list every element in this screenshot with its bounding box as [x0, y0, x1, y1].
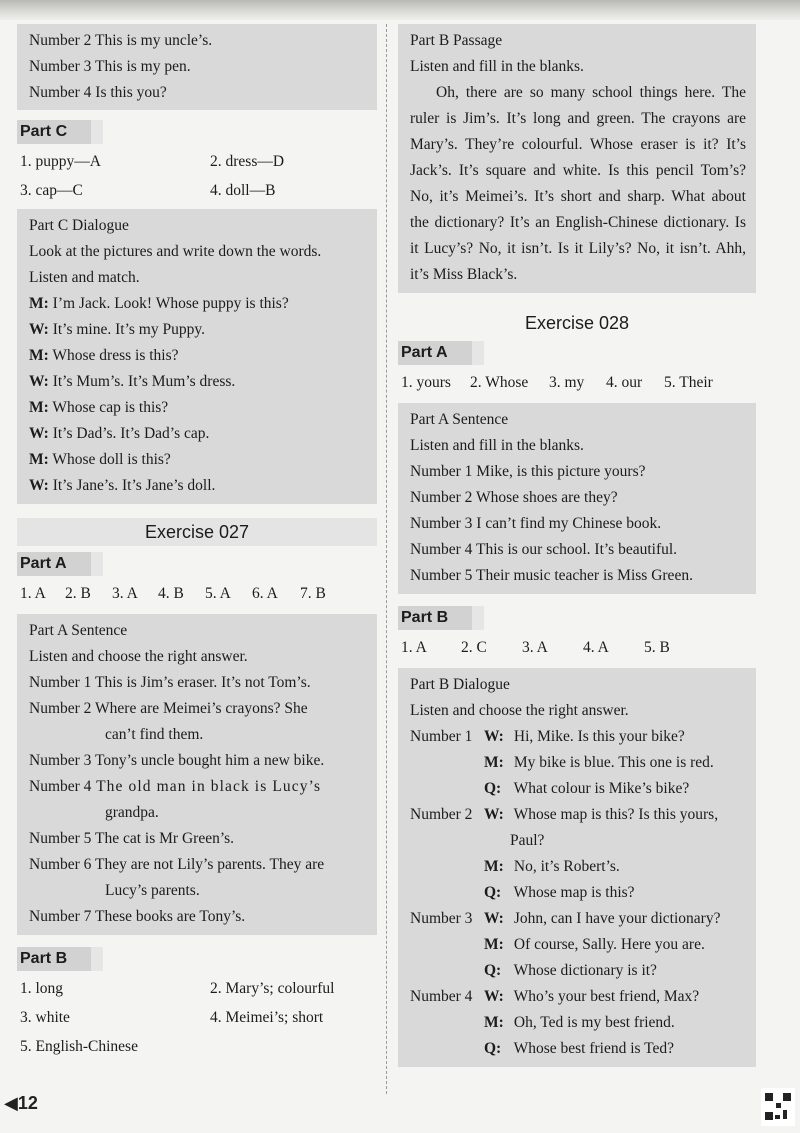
item-number: Number 7 — [29, 908, 92, 925]
answer-item: 2. B — [65, 585, 91, 602]
answer-item: 6. A — [252, 585, 278, 602]
speaker: W: — [484, 910, 504, 927]
item-text: They are not Lily’s parents. They are — [91, 856, 325, 873]
utterance: Whose best friend is Ted? — [510, 1040, 675, 1057]
passage-text: Oh, there are so many school things here. The ruler is Jim’s. It’s long and green. The crayons are Mary’s. They’re colourful. Whose eraser is it? It’s Jack’s. It’s square and white. Is this pencil Tom’s? No, it’s Meimei’s. It’s short and sharp. What about the dictionary? It’s an English-Chinese dictionary. Is it Lucy’s? No, it isn’t. Is it Lily’s? No, it isn’t. Ahh, it’s Miss Black’s. — [410, 84, 746, 283]
part-a-heading: Part A — [398, 341, 472, 365]
utterance: Hi, Mike. Is this your bike? — [510, 728, 685, 745]
left-column — [17, 24, 377, 1061]
sentence-item: Number 2 Whose shoes are they? — [410, 489, 618, 506]
utterance: No, it’s Robert’s. — [510, 858, 620, 875]
dialogue-line — [410, 724, 746, 750]
dialogue-line — [410, 750, 746, 776]
answer-item: 2. Whose — [470, 374, 529, 391]
answer-item: 3. A — [522, 639, 548, 656]
answer-item: 3. white — [20, 1009, 70, 1026]
instruction: Listen and choose the right answer. — [29, 648, 248, 665]
part-a-answers — [398, 368, 756, 397]
speaker: W: — [484, 988, 504, 1005]
instruction: Listen and match. — [29, 269, 140, 286]
box-title: Part B Dialogue — [410, 676, 510, 693]
dialogue-line — [410, 984, 746, 1010]
speaker: Q: — [484, 1040, 502, 1057]
utterance: It’s Jane’s. It’s Jane’s doll. — [48, 477, 216, 494]
part-c-heading: Part C — [17, 120, 91, 144]
part-b-dialogue-box — [398, 668, 756, 1067]
part-b-heading: Part B — [17, 947, 91, 971]
sentence-item — [29, 904, 367, 930]
item-number: Number 6 — [29, 856, 92, 873]
speaker: W: — [29, 477, 49, 494]
speaker: W: — [29, 373, 49, 390]
sentence-item — [29, 670, 367, 696]
answer-item: 2. Mary’s; colourful — [210, 980, 335, 997]
dialogue-line — [29, 395, 367, 421]
text-line: Number 2 This is my uncle’s. — [29, 32, 213, 49]
speaker: M: — [484, 754, 504, 771]
utterance: Whose dictionary is it? — [510, 962, 657, 979]
item-number: Number 2 — [410, 806, 473, 823]
utterance: Who’s your best friend, Max? — [510, 988, 700, 1005]
speaker: M: — [29, 347, 49, 364]
utterance: Whose doll is this? — [48, 451, 171, 468]
instruction: Listen and fill in the blanks. — [410, 58, 584, 75]
answer-item: 5. English-Chinese — [20, 1038, 138, 1055]
instruction: Listen and choose the right answer. — [410, 702, 629, 719]
sentence-item: Number 4 This is our school. It’s beautiful. — [410, 541, 678, 558]
sentence-item — [29, 826, 367, 852]
dialogue-line — [410, 776, 746, 802]
part-b-answers — [17, 974, 377, 1061]
speaker: W: — [484, 728, 504, 745]
answer-item: 5. Their — [664, 374, 713, 391]
item-number: Number 5 — [29, 830, 92, 847]
sentence-item: Number 3 I can’t find my Chinese book. — [410, 515, 662, 532]
answer-item: 7. B — [300, 585, 326, 602]
dialogue-line — [29, 447, 367, 473]
text-line: Number 3 This is my pen. — [29, 58, 191, 75]
dialogue-line — [410, 802, 746, 828]
answer-item: 3. cap—C — [20, 182, 83, 199]
utterance: Whose dress is this? — [48, 347, 179, 364]
dialogue-line — [410, 932, 746, 958]
speaker: W: — [29, 425, 49, 442]
part-b-answers — [398, 633, 756, 662]
speaker: M: — [29, 399, 49, 416]
utterance: It’s Mum’s. It’s Mum’s dress. — [48, 373, 236, 390]
sentence-item: Number 5 Their music teacher is Miss Green. — [410, 567, 693, 584]
box-title: Part B Passage — [410, 32, 503, 49]
page-number — [4, 1093, 38, 1114]
speaker: M: — [29, 295, 49, 312]
sentence-item — [29, 774, 367, 800]
answer-item: 3. my — [549, 374, 585, 391]
exercise-title: Exercise 027 — [17, 518, 377, 546]
left-top-box — [17, 24, 377, 110]
utterance: It’s Dad’s. It’s Dad’s cap. — [48, 425, 210, 442]
text-line: Number 4 Is this you? — [29, 84, 167, 101]
dialogue-line — [410, 1036, 746, 1062]
dialogue-line — [29, 421, 367, 447]
part-a-sentence-box — [398, 403, 756, 594]
dialogue-line — [410, 880, 746, 906]
dialogue-line — [410, 906, 746, 932]
speaker: W: — [29, 321, 49, 338]
dialogue-continuation — [410, 828, 746, 854]
part-a-heading: Part A — [17, 552, 91, 576]
item-number: Number 4 — [410, 988, 473, 1005]
dialogue-line — [29, 369, 367, 395]
answer-item: 3. A — [112, 585, 138, 602]
sentence-item — [29, 748, 367, 774]
speaker: M: — [484, 1014, 504, 1031]
sentence-item — [29, 696, 367, 722]
answer-item: 4. B — [158, 585, 184, 602]
box-title: Part A Sentence — [410, 411, 509, 428]
item-number: Number 1 — [410, 728, 473, 745]
answer-item: 1. long — [20, 980, 64, 997]
answer-item: 1. A — [401, 639, 427, 656]
item-text: This is Jim’s eraser. It’s not Tom’s. — [91, 674, 311, 691]
utterance: Whose cap is this? — [48, 399, 169, 416]
answer-item: 1. A — [20, 585, 46, 602]
dialogue-line — [29, 473, 367, 499]
sentence-item — [29, 852, 367, 878]
item-text: Tony’s uncle bought him a new bike. — [91, 752, 325, 769]
item-number: Number 4 — [29, 778, 92, 795]
instruction: Look at the pictures and write down the words. — [29, 243, 322, 260]
sentence-continuation: Lucy’s parents. — [105, 882, 200, 899]
speaker: M: — [484, 858, 504, 875]
answer-item: 2. dress—D — [210, 153, 285, 170]
answer-item: 2. C — [461, 639, 487, 656]
dialogue-line — [410, 958, 746, 984]
instruction: Listen and fill in the blanks. — [410, 437, 584, 454]
speaker: Q: — [484, 962, 502, 979]
sentence-item: Number 1 Mike, is this picture yours? — [410, 463, 646, 480]
dialogue-line — [29, 317, 367, 343]
part-b-heading: Part B — [398, 606, 472, 630]
right-column — [398, 24, 756, 1067]
answer-item: 5. B — [644, 639, 670, 656]
part-a-answers — [17, 579, 377, 608]
answer-item: 1. yours — [401, 374, 451, 391]
answer-item: 4. Meimei’s; short — [210, 1009, 324, 1026]
exercise-title: Exercise 028 — [524, 313, 630, 333]
dialogue-line — [29, 291, 367, 317]
utterance: Whose map is this? Is this yours, — [510, 806, 719, 823]
speaker: M: — [29, 451, 49, 468]
box-title: Part C Dialogue — [29, 217, 129, 234]
passage-box — [398, 24, 756, 293]
sentence-continuation: grandpa. — [105, 804, 159, 821]
part-c-dialogue-box — [17, 209, 377, 504]
speaker: Q: — [484, 780, 502, 797]
box-title: Part A Sentence — [29, 622, 128, 639]
answer-item: 4. our — [606, 374, 643, 391]
item-number: Number 3 — [29, 752, 92, 769]
utterance: Paul? — [510, 832, 545, 849]
qr-code-icon — [761, 1088, 795, 1126]
answer-item: 5. A — [205, 585, 231, 602]
column-divider — [386, 24, 387, 1094]
speaker: Q: — [484, 884, 502, 901]
part-c-answers — [17, 147, 377, 205]
item-text: The old man in black is Lucy’s — [91, 778, 322, 795]
utterance: John, can I have your dictionary? — [510, 910, 721, 927]
page-top-edge — [0, 0, 800, 20]
item-text: These books are Tony’s. — [91, 908, 246, 925]
answer-item: 4. doll—B — [210, 182, 276, 199]
item-number: Number 3 — [410, 910, 473, 927]
utterance: Oh, Ted is my best friend. — [510, 1014, 675, 1031]
dialogue-line — [410, 1010, 746, 1036]
speaker: W: — [484, 806, 504, 823]
dialogue-line — [410, 854, 746, 880]
answer-item: 4. A — [583, 639, 609, 656]
item-text: Where are Meimei’s crayons? She — [91, 700, 308, 717]
part-a-sentence-box — [17, 614, 377, 935]
utterance: Whose map is this? — [510, 884, 635, 901]
item-number: Number 1 — [29, 674, 92, 691]
utterance: What colour is Mike’s bike? — [510, 780, 690, 797]
item-number: Number 2 — [29, 700, 92, 717]
utterance: My bike is blue. This one is red. — [510, 754, 714, 771]
dialogue-line — [29, 343, 367, 369]
megaphone-icon: ◀ — [4, 1093, 18, 1113]
utterance: It’s mine. It’s my Puppy. — [48, 321, 205, 338]
speaker: M: — [484, 936, 504, 953]
utterance: Of course, Sally. Here you are. — [510, 936, 705, 953]
page-number-text: 12 — [17, 1093, 38, 1113]
sentence-continuation: can’t find them. — [105, 726, 204, 743]
utterance: I’m Jack. Look! Whose puppy is this? — [48, 295, 289, 312]
answer-item: 1. puppy—A — [20, 153, 101, 170]
item-text: The cat is Mr Green’s. — [91, 830, 235, 847]
